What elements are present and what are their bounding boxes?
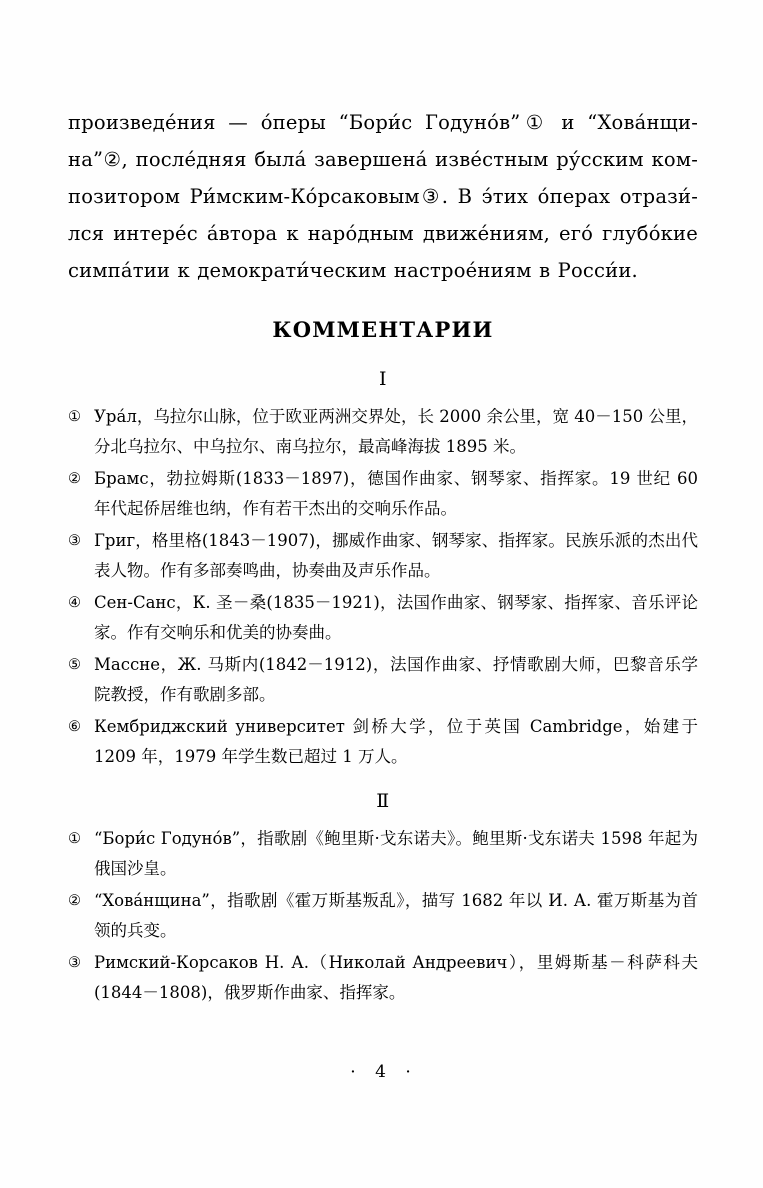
- note-marker: ⑤: [68, 657, 81, 673]
- section-heading-1: I: [378, 368, 387, 390]
- list-item: [68, 824, 698, 884]
- note-marker: ①: [68, 409, 81, 425]
- list-item: [68, 948, 698, 1008]
- notes-list-2: [68, 824, 698, 1008]
- list-item: [68, 526, 698, 586]
- list-item: [68, 886, 698, 946]
- note-marker: ①: [68, 831, 81, 847]
- folio-left-dot: ·: [350, 1062, 358, 1083]
- note-marker: ③: [68, 533, 81, 549]
- list-item: [68, 588, 698, 648]
- page-content: [68, 104, 698, 1010]
- folio-right-dot: ·: [405, 1062, 413, 1083]
- page-number: 4: [375, 1062, 388, 1082]
- note-marker: ④: [68, 595, 81, 611]
- notes-list-1: [68, 402, 698, 772]
- note-marker: ③: [68, 955, 81, 971]
- note-marker: ⑥: [68, 719, 81, 735]
- note-text: Брамс，勃拉姆斯(1833－1897)，德国作曲家、钢琴家、指挥家。19 世纪 60 年代起侨居维也纳，作有若干杰出的交响乐作品。: [94, 469, 698, 518]
- body-paragraph: произведе́ния — о́перы “Бори́с Годуно́в”① и “Хова́нщи-на”②, после́дняя была́ завершена́ изве́стным ру́сским ком-позитором Ри́мским-Ко́рсаковым③. В э́тих о́перах отрази́-лся интере́с а́втора к наро́дным движе́ниям, его́ глубо́кие симпа́тии к демократи́ческим настрое́ниям в Росси́и.: [68, 111, 698, 282]
- page-folio: [0, 1062, 763, 1083]
- note-text: Сен-Санс，К. 圣－桑(1835－1921)，法国作曲家、钢琴家、指挥家、音乐评论家。作有交响乐和优美的协奏曲。: [94, 593, 698, 642]
- note-text: Массне，Ж. 马斯内(1842－1912)，法国作曲家、抒情歌剧大师，巴黎音乐学院教授，作有歌剧多部。: [94, 655, 698, 704]
- list-item: [68, 712, 698, 772]
- list-item: [68, 650, 698, 710]
- note-text: Григ，格里格(1843－1907)，挪威作曲家、钢琴家、指挥家。民族乐派的杰出代表人物。作有多部奏鸣曲，协奏曲及声乐作品。: [94, 531, 698, 580]
- note-text: Ура́л，乌拉尔山脉，位于欧亚两洲交界处，长 2000 余公里，宽 40－150 公里，分北乌拉尔、中乌拉尔、南乌拉尔，最高峰海拔 1895 米。: [94, 407, 698, 456]
- note-text: Кембриджский университет 剑桥大学，位于英国 Cambridge，始建于 1209 年，1979 年学生数已超过 1 万人。: [94, 717, 698, 766]
- list-item: [68, 402, 698, 462]
- note-text: Римский-Корсаков Н. А.（Николай Андреевич），里姆斯基－科萨科夫(1844－1808)，俄罗斯作曲家、指挥家。: [94, 953, 698, 1002]
- list-item: [68, 464, 698, 524]
- note-text: “Бори́с Годуно́в”，指歌剧《鲍里斯·戈东诺夫》。鲍里斯·戈东诺夫 1598 年起为俄国沙皇。: [94, 829, 698, 878]
- note-marker: ②: [68, 471, 81, 487]
- note-text: “Хова́нщина”，指歌剧《霍万斯基叛乱》，描写 1682 年以 И. А. 霍万斯基为首领的兵变。: [94, 891, 698, 940]
- section-heading-2: Ⅱ: [376, 790, 390, 812]
- comments-heading: КОММЕНТАРИИ: [272, 317, 494, 342]
- note-marker: ②: [68, 893, 81, 909]
